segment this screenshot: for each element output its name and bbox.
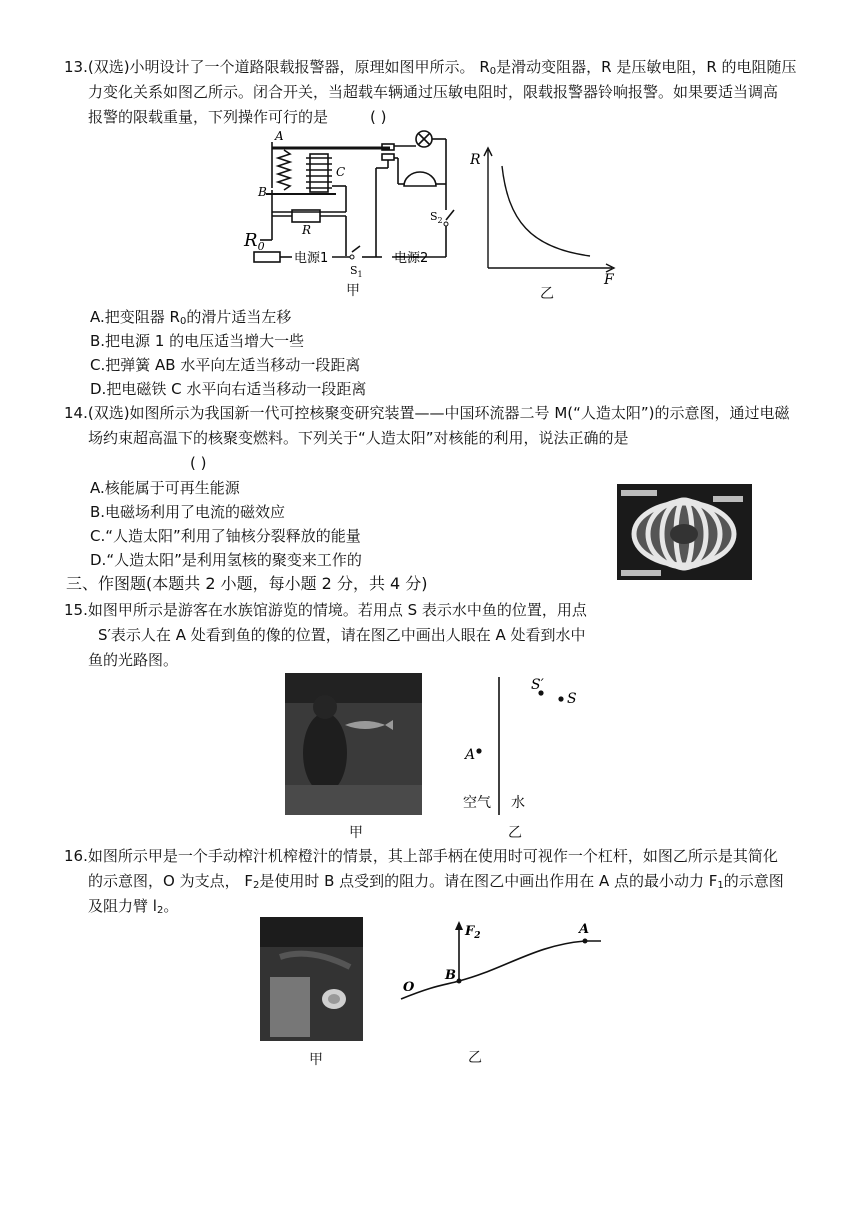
q13-line2: 力变化关系如图乙所示。闭合开关，当超载车辆通过压敏电阻时，限载报警器铃响报警。如果要适当调高 <box>88 83 779 101</box>
q16-lever-diagram <box>395 915 610 1010</box>
q16-caption-jia: 甲 <box>309 1052 323 1068</box>
q13-label-c: C <box>336 165 346 179</box>
q13-label-s1: $S_1$ <box>350 264 363 279</box>
q13-option-c: C.把弹簧 AB 水平向左适当移动一段距离 <box>90 356 361 374</box>
q16-label-a: A <box>579 922 590 937</box>
q13-power2-label: 电源2 <box>394 251 429 266</box>
q16-label-b: B <box>445 968 456 983</box>
q15-aquarium-photo <box>285 673 422 815</box>
q15-caption-yi: 乙 <box>508 825 522 841</box>
q16-label-o: O <box>403 980 415 995</box>
q13-graph-axis-r: R <box>470 152 481 168</box>
q14-option-d: D.“人造太阳”是利用氢核的聚变来工作的 <box>90 551 362 569</box>
q16-line1: 16.如图所示甲是一个手动榨汁机榨橙汁的情景，其上部手柄在使用时可视作一个杠杆，如图乙所示是其简化 <box>64 847 778 865</box>
q14-option-c: C.“人造太阳”利用了铀核分裂释放的能量 <box>90 527 361 545</box>
q16-line3: 及阻力臂 $l_2$。 <box>88 897 179 916</box>
q13-option-b: B.把电源 1 的电压适当增大一些 <box>90 332 305 350</box>
q13-label-s2: $S_2$ <box>430 210 443 225</box>
q13-rf-graph <box>470 140 620 285</box>
q13-power1-label: 电源1 <box>294 251 329 266</box>
q15-label-a: A <box>465 747 476 763</box>
q13-line1 <box>64 56 797 83</box>
q14-answer-bracket: ( ) <box>190 454 207 472</box>
q15-label-air: 空气 <box>463 795 491 811</box>
q13-answer-bracket: ( ) <box>370 108 387 126</box>
q13-option-a: A.把变阻器 $R_0$的滑片适当左移 <box>90 308 292 327</box>
q13-option-d: D.把电磁铁 C 水平向右适当移动一段距离 <box>90 380 367 398</box>
q13-circuit-diagram <box>240 128 470 293</box>
q14-line1: 14.(双选)如图所示为我国新一代可控核聚变研究装置——中国环流器二号 M(“人造太阳”)的示意图，通过电磁 <box>64 404 790 422</box>
q13-graph-axis-f: F <box>604 272 614 285</box>
q15-line3: 鱼的光路图。 <box>88 651 179 669</box>
q16-label-f2: $F_2$ <box>465 924 481 941</box>
q14-tokamak-photo <box>617 484 752 580</box>
q13-label-b: B <box>258 185 267 199</box>
q16-caption-yi: 乙 <box>468 1050 482 1066</box>
q13-label-r: R <box>302 223 312 237</box>
q13-caption-yi: 乙 <box>540 286 554 302</box>
q15-line2: S′表示人在 A 处看到鱼的像的位置，请在图乙中画出人眼在 A 处看到水中 <box>98 626 586 644</box>
q14-line2: 场约束超高温下的核聚变燃料。下列关于“人造太阳”对核能的利用，说法正确的是 <box>88 429 629 447</box>
q13-line1-text-a: 13.(双选)小明设计了一个道路限载报警器，原理如图甲所示。 R <box>64 58 490 76</box>
q14-option-a: A.核能属于可再生能源 <box>90 479 240 497</box>
q13-label-r0: $R_0$ <box>244 230 265 253</box>
q14-option-b: B.电磁场利用了电流的磁效应 <box>90 503 286 521</box>
q13-line1-text-b: 是滑动变阻器，R 是压敏电阻，R 的电阻随压 <box>496 58 797 76</box>
q13-line3 <box>88 106 387 128</box>
q15-label-s: S <box>567 691 577 707</box>
q16-line2: 的示意图，O 为支点， $F_2$是使用时 B 点受到的阻力。请在图乙中画出作用在 A 点的最小动力 $F_1$的示意图 <box>88 872 784 891</box>
q16-juicer-photo <box>260 917 363 1041</box>
q13-label-a: A <box>275 129 284 143</box>
q13-line1-sub: 0 <box>489 66 497 77</box>
q15-label-s-prime: S′ <box>531 677 544 693</box>
q15-line1: 15.如图甲所示是游客在水族馆游览的情境。若用点 S 表示水中鱼的位置，用点 <box>64 601 587 619</box>
q15-light-diagram <box>455 673 595 823</box>
q15-caption-jia: 甲 <box>349 825 363 841</box>
section-3-title: 三、作图题(本题共 2 小题，每小题 2 分，共 4 分) <box>66 574 428 593</box>
q13-line3-text: 报警的限载重量，下列操作可行的是 <box>88 108 329 126</box>
q13-caption-jia: 甲 <box>346 283 360 299</box>
q15-label-water: 水 <box>511 795 525 811</box>
